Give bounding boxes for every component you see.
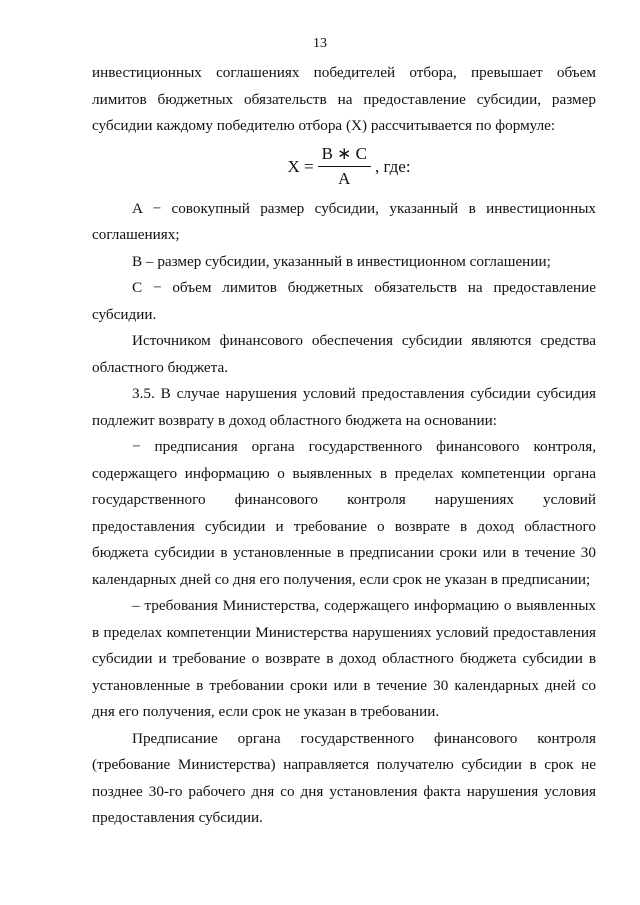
subsidy-formula <box>102 142 596 192</box>
definition-b: B – размер субсидии, указанный в инвестиционном соглашении; <box>132 252 551 270</box>
formula-lhs: X = <box>287 156 314 176</box>
bullet-prescription: − предписания органа государственного финансового контроля, содержащего информацию о выявленных в пределах компетенции органа государственного финансового контроля нарушениях условий предоставления субсидии и требование о возврате в доход областного бюджета субсидии в установленные в предписании сроки или в течение 30 календарных дней со дня его получения, если срок не указан в предписании; <box>92 438 596 588</box>
formula-denominator: A <box>338 169 351 188</box>
formula-numerator: B ∗ C <box>318 144 371 167</box>
intro-paragraph: инвестиционных соглашениях победителей отбора, превышает объем лимитов бюджетных обязательств на предоставление субсидии, размер субсидии каждому победителю отбора (X) рассчитывается по формуле: <box>92 64 596 134</box>
funding-source-paragraph: Источником финансового обеспечения субсидии являются средства областного бюджета. <box>92 332 596 376</box>
formula-suffix: , где: <box>375 156 411 176</box>
definition-a: A − совокупный размер субсидии, указанный в инвестиционных соглашениях; <box>92 199 596 243</box>
page-number: 13 <box>313 36 327 51</box>
definition-c: C − объем лимитов бюджетных обязательств на предоставление субсидии. <box>92 279 596 323</box>
final-paragraph: Предписание органа государственного финансового контроля (требование Министерства) направляется получателю субсидии в срок не позднее 30-го рабочего дня со дня установления факта нарушения условия предоставления субсидии. <box>92 729 596 826</box>
bullet-ministry-requirement: – требования Министерства, содержащего информацию о выявленных в пределах компетенции Министерства нарушениях условий предоставления субсидии и требование о возврате в доход областного бюджета субсидии в установленные в требовании сроки или в течение 30 календарных дней со дня его получения, если срок не указан в требовании. <box>92 597 596 720</box>
section-3-5-paragraph: 3.5. В случае нарушения условий предоставления субсидии субсидия подлежит возврату в доход областного бюджета на основании: <box>92 385 596 429</box>
formula-fraction <box>318 144 371 189</box>
page-body <box>92 60 596 832</box>
